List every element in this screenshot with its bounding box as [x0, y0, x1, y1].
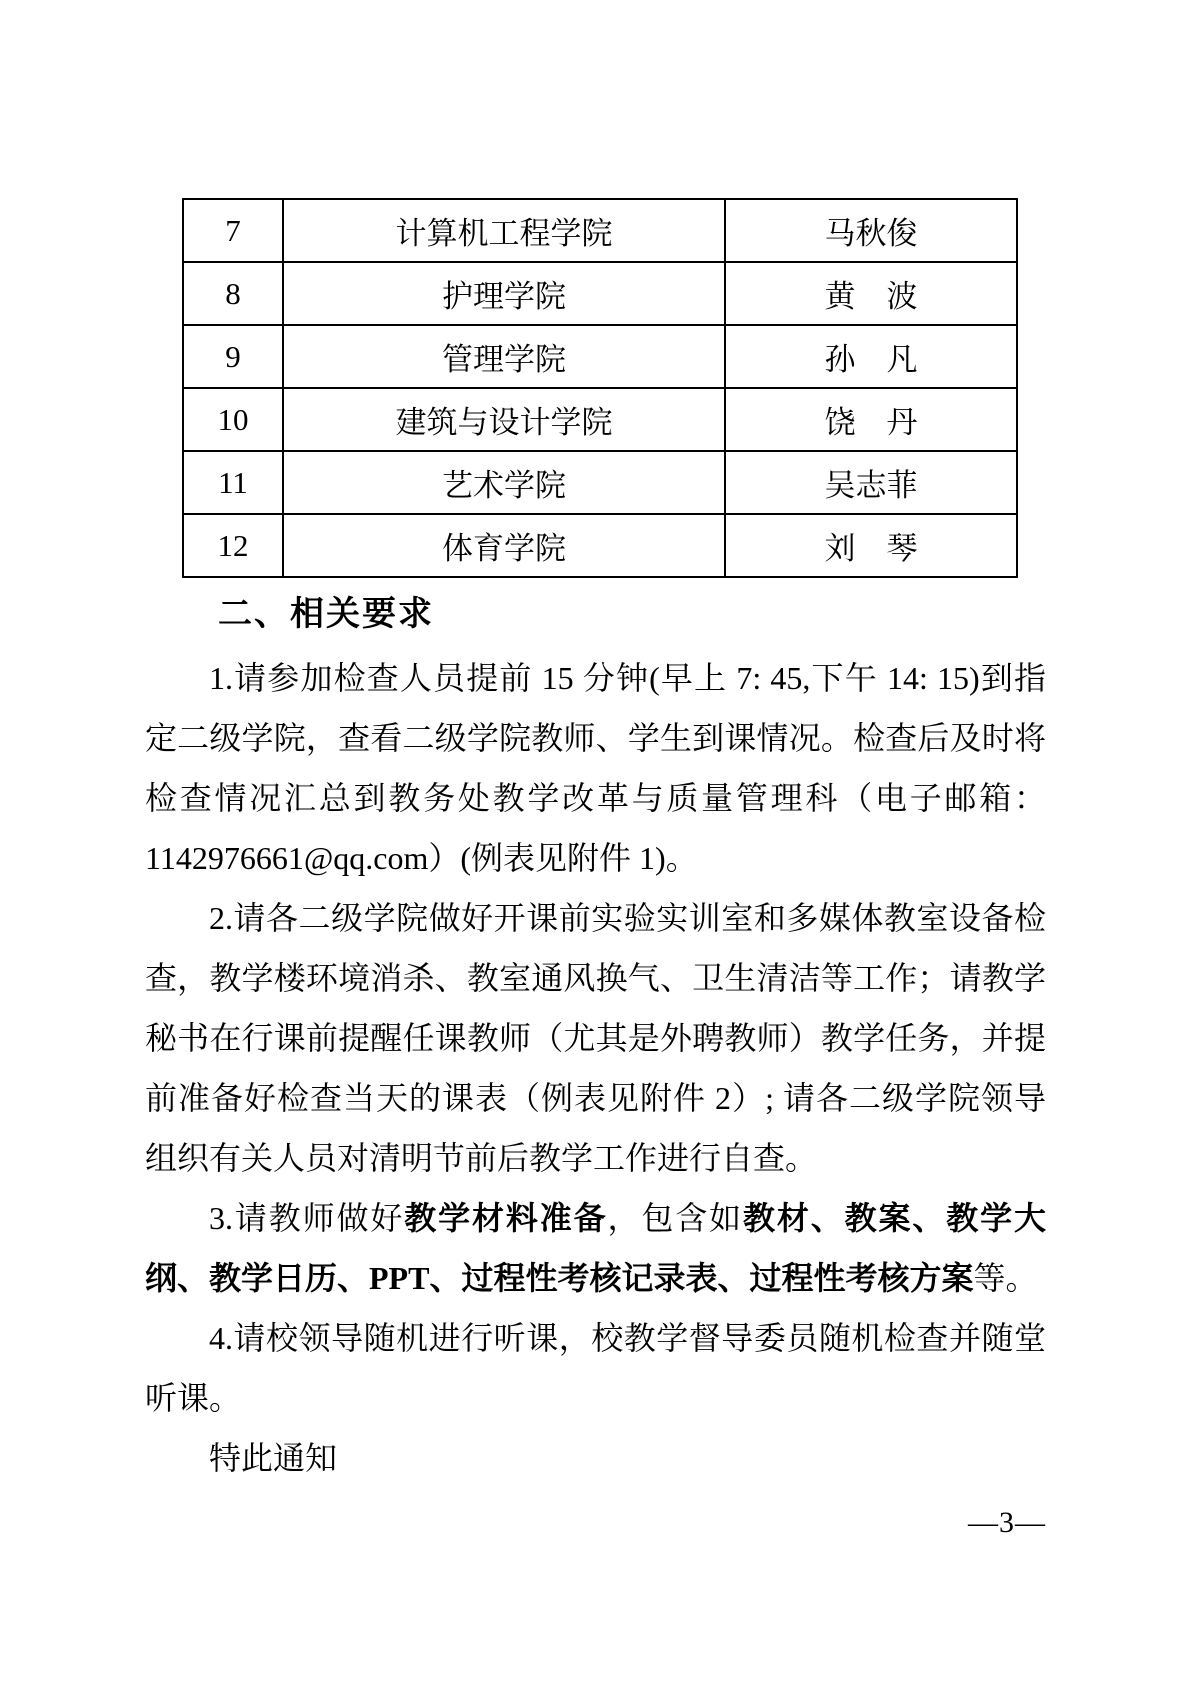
table-row	[183, 325, 1017, 388]
table-cell-college: 建筑与设计学院	[283, 388, 725, 451]
table-cell-inspector: 吴志菲	[725, 451, 1017, 514]
table-row	[183, 451, 1017, 514]
table-cell-no: 12	[183, 514, 283, 577]
paragraph-segment: 2.请各二级学院做好开课前实验实训室和多媒体教室设备检查，教学楼环境消杀、教室通风换气、卫生清洁等工作；请教学秘书在行课前提醒任课教师（尤其是外聘教师）教学任务，并提前准备好检查当天的课表（例表见附件 2）; 请各二级学院领导组织有关人员对清明节前后教学工作进行自查。	[145, 900, 1046, 1176]
table-row	[183, 199, 1017, 262]
table-cell-college: 计算机工程学院	[283, 199, 725, 262]
table-cell-no: 11	[183, 451, 283, 514]
table-cell-inspector: 饶 丹	[725, 388, 1017, 451]
table-row	[183, 388, 1017, 451]
paragraph	[145, 1188, 1046, 1308]
paragraph-segment: 特此通知	[209, 1440, 338, 1476]
page-number: —3—	[968, 1506, 1046, 1539]
paragraph	[145, 648, 1046, 888]
inspection-assignment-table	[182, 198, 1018, 578]
paragraph-segment: 3.请教师做好	[209, 1200, 405, 1236]
paragraph	[145, 888, 1046, 1188]
table-cell-no: 10	[183, 388, 283, 451]
table-cell-college: 管理学院	[283, 325, 725, 388]
table-row	[183, 262, 1017, 325]
section-heading: 二、相关要求	[218, 595, 434, 633]
paragraph	[145, 1308, 1046, 1428]
paragraph-segment: 1.请参加检查人员提前 15 分钟(早上 7: 45,下午 14: 15)到指定二级学院，查看二级学院教师、学生到课情况。检查后及时将检查情况汇总到教务处教学改革与质量管理科（电子邮箱：1142976661@qq.com）(例表见附件 1)。	[145, 660, 1046, 876]
table-cell-no: 9	[183, 325, 283, 388]
table-cell-no: 7	[183, 199, 283, 262]
table-cell-college: 护理学院	[283, 262, 725, 325]
table-cell-inspector: 马秋俊	[725, 199, 1017, 262]
paragraph	[145, 1428, 1046, 1488]
table-cell-college: 体育学院	[283, 514, 725, 577]
inspection-table-body	[183, 199, 1017, 577]
table-cell-college: 艺术学院	[283, 451, 725, 514]
paragraph-segment-bold: 教材、教案、教学大纲、教学日历、PPT、过程性考核记录表、过程性考核方案	[145, 1200, 1046, 1296]
paragraph-segment: ，包含如	[607, 1200, 743, 1236]
table-row	[183, 514, 1017, 577]
table-cell-inspector: 孙 凡	[725, 325, 1017, 388]
table-cell-inspector: 刘 琴	[725, 514, 1017, 577]
paragraph-segment: 等。	[973, 1260, 1038, 1296]
table-cell-no: 8	[183, 262, 283, 325]
table-cell-inspector: 黄 波	[725, 262, 1017, 325]
paragraph-segment-bold: 教学材料准备	[404, 1200, 608, 1236]
paragraph-segment: 4.请校领导随机进行听课，校教学督导委员随机检查并随堂听课。	[145, 1320, 1046, 1416]
body-paragraphs	[145, 648, 1046, 1488]
